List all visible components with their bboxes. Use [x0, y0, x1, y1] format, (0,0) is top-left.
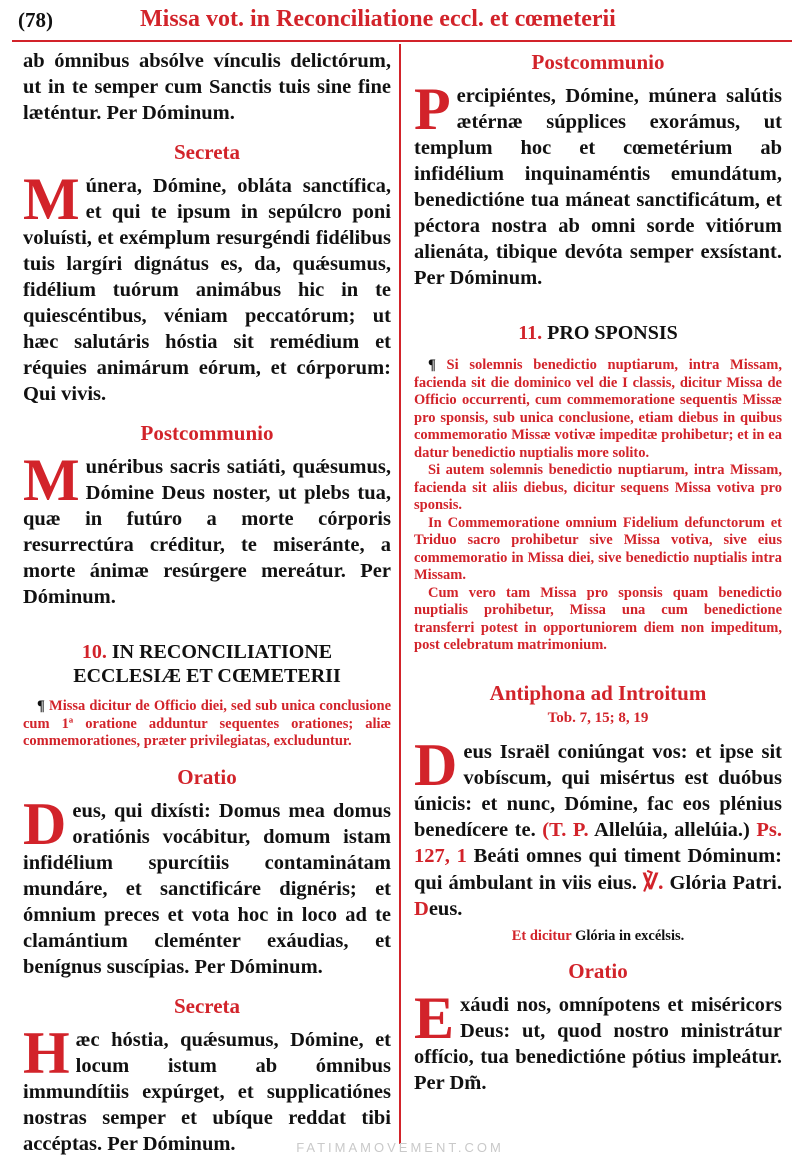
postcommunio-body: ercipiéntes, Dómine, múnera salútis ætérnæ súpplices exorámus, ut templum hoc et cœmetérium ab infidélium inquinaméntis emundátum, benedictióne tua máneat sanctificátum, et péctora nostra ab omni sorde vitiórum alienáta, tibique devóta semper exsístant. Per Dóminum.	[414, 85, 782, 289]
psalm-verse: Beáti omnes qui timent Dóminum: qui ámbulant in viis eius.	[414, 844, 783, 894]
page-number: (78)	[18, 8, 53, 32]
section-title-line1: IN RECONCILIATIONE	[111, 641, 333, 663]
page-header	[0, 0, 800, 42]
rubric	[414, 462, 782, 515]
running-title: Missa vot. in Reconciliatione eccl. et cœmeterii	[140, 6, 616, 32]
section-number: 10.	[81, 641, 107, 663]
rubric-text: Si solemnis benedictio nuptiarum, intra Missam, facienda sit die dominico vel die I classis, dicitur Missa de Officio occurrenti, cum commemoratione sequentis Missæ pro sponsis, sub unica conclusione, etiam diebus in quibus commemoratio Missæ votivæ impeditæ prohibetur; et in ea datur benedictio nuptialis more solito.	[414, 357, 783, 461]
rubric-text: Si autem solemnis benedictio nuptiarum, intra Missam, facienda sit aliis diebus, dicitur sequens Missa votiva pro sponsis.	[414, 462, 782, 513]
oratio-text	[414, 984, 782, 1096]
rubric	[414, 357, 782, 462]
drop-cap: H	[23, 1019, 70, 1086]
rubric-text: In Commemoratione omnium Fidelium defunctorum et Triduo sacro prohibetur sive Missa votiva, sive eius commemoratio in Missa diei, sive benedictio nuptialis intra Missam.	[414, 514, 782, 583]
introit-text	[414, 731, 783, 922]
drop-cap: E	[414, 984, 455, 1051]
oratio-heading: Oratio	[568, 958, 628, 983]
drop-cap: D	[23, 790, 67, 857]
drop-cap: D	[414, 731, 458, 798]
oratio-body: eus, qui dixísti: Domus mea domus oratiónis vocábitur, domum istam infidélium spurcítiis contaminátam mundáre, et sanctificáre dignéris; et ómnium preces et vota hoc in loco ad te clamántium cleménter exáudias, et benígnus suscípias. Per Dóminum.	[23, 799, 391, 978]
postcommunio-text	[414, 76, 782, 291]
secreta-text	[23, 166, 391, 407]
section-number: 11.	[518, 322, 543, 344]
section-10-title	[23, 640, 391, 688]
oratio-text	[23, 790, 391, 980]
column-divider	[399, 44, 401, 1144]
header-rule	[12, 40, 792, 42]
rubric	[23, 698, 391, 751]
gloria-patri: Glória Patri.	[669, 871, 783, 894]
rubric-text: Cum vero tam Missa pro sponsis quam benedictio nuptialis prohibetur, Missa una cum benedictione transferri potest in opportuniorem diem non impeditum, post celebratum matrimonium.	[414, 584, 782, 653]
secreta-text	[23, 1019, 391, 1157]
postcommunio-heading: Postcommunio	[531, 50, 665, 74]
secreta-body: æc hóstia, quǽsumus, Dómine, et locum istum ab ómnibus immundítiis expúrget, et supplicatiónes nostras semper et ubíque reddat tibi accéptas. Per Dóminum.	[23, 1028, 391, 1155]
introit-citation: Tob. 7, 15; 8, 19	[547, 709, 649, 726]
tempus-paschale-mark: (T. P.	[542, 818, 589, 841]
secreta-heading: Secreta	[173, 140, 241, 164]
repeat-rest: eus.	[428, 897, 463, 920]
postcommunio-body: unéribus sacris satiáti, quǽsumus, Dómine Deus noster, ut plebs tua, quæ in futúro a morte córporis resurrectúra créditur, te miseránte, a morte ánimæ resúrgere mereátur. Per Dóminum.	[23, 456, 391, 608]
drop-cap: M	[23, 447, 80, 513]
section-title-line2: ECCLESIÆ ET CŒMETERII	[73, 665, 341, 687]
secreta-heading: Secreta	[173, 993, 241, 1018]
right-column	[414, 48, 782, 1096]
versicle-icon: ℣.	[642, 868, 664, 894]
section-title: PRO SPONSIS	[547, 322, 678, 344]
repeat-initial: D	[414, 897, 429, 920]
left-column	[23, 48, 391, 1157]
pilcrow-icon: ¶	[37, 698, 45, 714]
rubric	[414, 515, 782, 585]
note-rubric: Et dicitur	[511, 927, 572, 944]
oratio-body: xáudi nos, omnípotens et miséricors Deus: ut, quod nostro ministrátur offício, tua benedictióne pótius impleátur. Per Dm̃.	[414, 993, 782, 1094]
oratio-heading: Oratio	[177, 764, 237, 789]
pilcrow-icon: ¶	[428, 357, 436, 373]
introit-antiphon: eus Israël coniúngat vos: et ipse sit vobíscum, qui misértus est duóbus únicis: et nunc, Dómine, fac eos plénius benedícere te.	[414, 740, 782, 841]
watermark: FATIMAMOVEMENT.COM	[296, 1140, 504, 1155]
rubric-text: Missa dicitur de Officio diei, sed sub unica conclusione cum 1ª oratione adduntur sequentes orationes; aliæ commemorationes, præter privilegiatas, excluduntur.	[23, 698, 391, 749]
rubric	[414, 585, 782, 655]
psalm-reference: Ps. 127, 1	[414, 818, 783, 867]
drop-cap: M	[23, 166, 80, 232]
postcommunio-text	[23, 447, 391, 610]
continued-text: ab ómnibus absólve vínculis delictórum, ut in te semper cum Sanctis tuis sine fine læténtur. Per Dóminum.	[23, 50, 391, 124]
secreta-body: únera, Dómine, obláta sanctífica, et qui te ipsum in sepúlcro poni voluísti, et exémplum resurgéndi fidélibus tuis largíri dignátus es, da, quǽsumus, fidélium tuórum animábus hic in te quiescéntibus, véniam peccatórum; ut hæc salutáris hóstia sit remédium et réquies animárum eórum, et córporum: Qui vivis.	[23, 175, 391, 405]
drop-cap: P	[414, 76, 451, 142]
alleluia: Allelúia, allelúia.)	[594, 818, 750, 841]
postcommunio-heading: Postcommunio	[140, 421, 274, 445]
note-text: Glória in excélsis.	[575, 927, 685, 944]
gloria-note	[414, 928, 782, 945]
section-11-title	[414, 321, 782, 345]
introit-heading: Antiphona ad Introitum	[489, 680, 707, 705]
